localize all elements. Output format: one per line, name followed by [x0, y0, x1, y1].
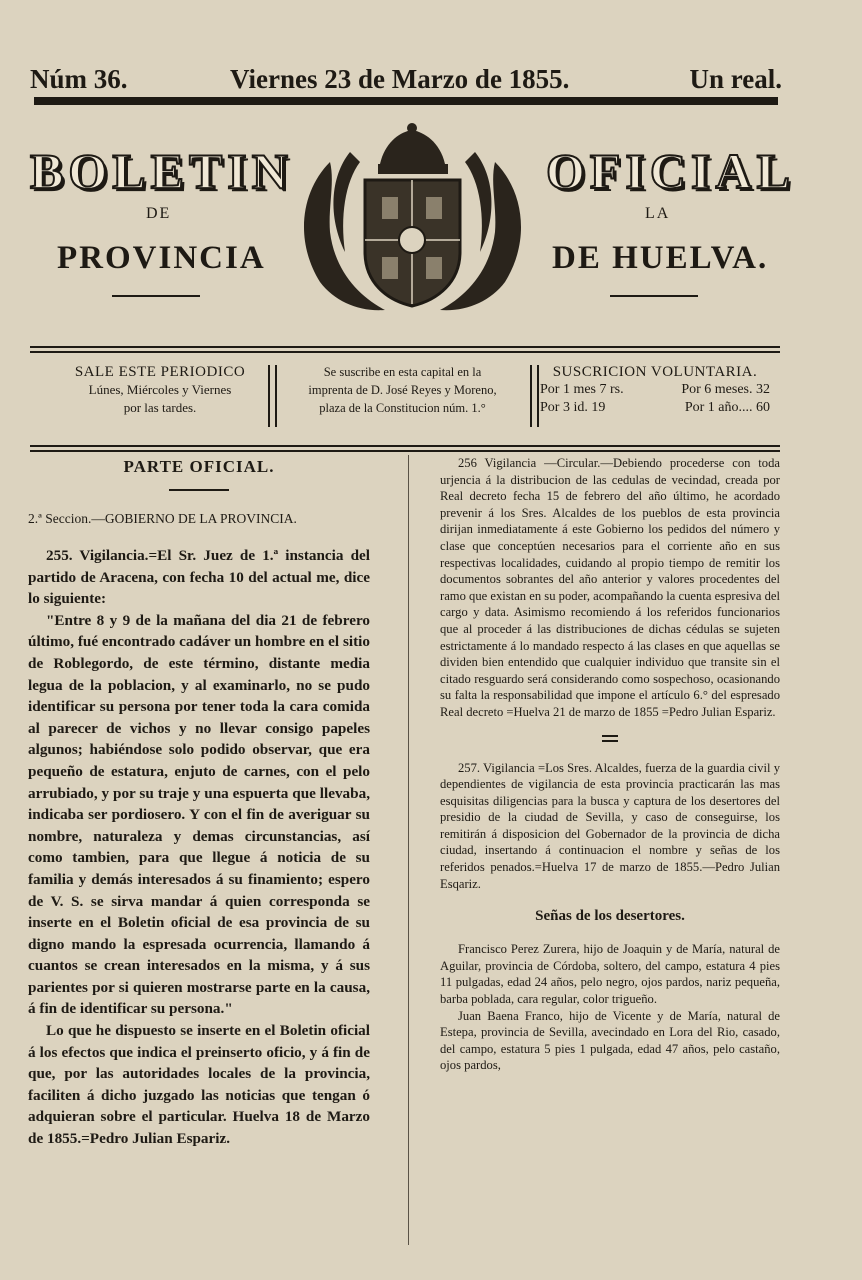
issue-number: Núm 36.: [30, 64, 128, 94]
box-separator: [530, 365, 539, 427]
deserter-entry: Francisco Perez Zurera, hijo de Joaquin y de María, natural de Aguilar, provincia de Córdoba, soltero, del campo, estatura 4 pies 11 pulgadas, edad 24 años, pelo negro, ojos pardos, nariz pequeña, barba poblada, cara regular, color trigueño.: [440, 942, 780, 1007]
ornament-right: [610, 295, 698, 297]
schedule-heading: SALE ESTE PERIODICO: [74, 364, 246, 380]
rate-1-year: Por 1 año.... 60: [684, 400, 770, 415]
title-la: LA: [645, 205, 671, 222]
rates-row: [540, 381, 770, 399]
article-paragraph: 257. Vigilancia =Los Sres. Alcaldes, fuerza de la guardia civil y dependientes de vigilancia de esta provincia practicarán las mas esquisitas diligencias para la busca y captura de los desertores del presidio de la ciudad de Sevilla, y caso de conseguirse, los remitirán á disposicion del Gobernador de la provincia de dicha ciudad, insertando á continuacion el nombre y señas de los referidos penados.=Huelva 17 de marzo de 1855.—Pedro Julian Esqariz.: [440, 760, 780, 891]
deserter-entry: Juan Baena Franco, hijo de Vicente y de María, natural de Estepa, provincia de Sevilla, avecindado en Lora del Rio, casado, del campo, estatura 5 pies 1 pulgada, edad 47 años, pelo castaño, ojos pardos,: [440, 1008, 780, 1073]
rate-3-months: Por 3 id. 19: [540, 400, 606, 415]
article-257: [440, 760, 780, 893]
title-huelva: DE HUELVA.: [552, 240, 769, 276]
place-line-2: imprenta de D. José Reyes y Moreno,: [308, 383, 497, 397]
subscription-box: [30, 346, 780, 452]
rates-heading: SUSCRICION VOLUNTARIA.: [552, 364, 758, 380]
heading-rule: [169, 489, 229, 491]
column-divider: [408, 455, 409, 1245]
title-provincia: PROVINCIA: [57, 240, 266, 276]
rate-6-months: Por 6 meses. 32: [681, 382, 770, 397]
section-heading: PARTE OFICIAL.: [123, 457, 275, 476]
masthead-rule: [34, 97, 778, 105]
rate-1-month: Por 1 mes 7 rs.: [540, 382, 624, 397]
subscription-rates: [540, 363, 770, 417]
masthead-topline: [30, 64, 782, 98]
place-line-1: Se suscribe en esta capital en la: [323, 365, 482, 379]
article-separator: [602, 735, 618, 742]
box-separator: [268, 365, 277, 427]
rates-row: [540, 399, 770, 417]
schedule-time: por las tardes.: [123, 400, 197, 415]
article-paragraph: 256 Vigilancia —Circular.—Debiendo procederse con toda urjencia á la distribucion de las cedulas de vecindad, creada por Real decreto fecha 15 de febrero del año último, he acordado prevenir á los Sres. Alcaldes de los pueblos de esta provincia dirijan inmediatamente á este Gobierno los pedidos del número y clase que conceptúen necesarios para el corriente año en sus respectivas localidades, cuidando al propio tiempo de remitir los documentos sobrantes del año anterior y valores procedentes del ramo que existan en su poder, acompañando la cuenta espresiva del cargo y data. Asimismo recomiendo á los referidos funcionarios que al proceder á las distribuciones de dichas cédulas se sujeten estrictamente á lo mandado respecto á las clases en que aquellas se dividen bien entendido que cualquier individuo que transite sin el citado resguardo será considerando como sospechoso, ocasionando su falta la responsabilidad que impone el artículo 6.° del espresado Real decreto =Huelva 21 de marzo de 1855 =Pedro Julian Espariz.: [440, 456, 780, 719]
title-boletin: BOLETIN: [30, 143, 293, 199]
ornament-left: [112, 295, 200, 297]
article-paragraph: "Entre 8 y 9 de la mañana del dia 21 de febrero último, fué encontrado cadáver un hombre en el sitio de Roblegordo, de este término, distante media legua de la poblacion, y al examinarlo, no se pudo identificar su persona por tener toda la cara comida al parecer de vichos y no llevar consigo papeles algunos; habiéndose solo podido observar, que era pequeño de estatura, enjuto de carnes, con el pelo arrubiado, y por su traje y una espuerta que llevaba, indicaba ser pordiosero. Y con el fin de averiguar su nombre, naturaleza y demas circunstancias, así como tambien, para que llegue á noticia de su familia y demás interesados á su finamiento; espero de V. S. se sirva mandar á quien corresponda se inserte en el Boletin oficial de esa provincia de su digno mando la espresada ocurrencia, llamando á cuantos se crean interesados en la misma, y á sus parientes por si quieren mostrarse parte en la causa, á fin de identificar su persona.": [28, 611, 370, 1018]
left-column: [28, 455, 370, 1150]
subscription-place: [280, 363, 525, 417]
issue-date: Viernes 23 de Marzo de 1855.: [230, 64, 570, 94]
title-oficial: OFICIAL: [546, 143, 795, 199]
deserters-list: [440, 941, 780, 1074]
section-subheading: 2.ª Seccion.—GOBIERNO DE LA PROVINCIA.: [28, 511, 297, 526]
right-column: [440, 455, 780, 1074]
coat-of-arms-icon: [290, 122, 535, 322]
place-line-3: plaza de la Constitucion núm. 1.°: [319, 401, 486, 415]
article-255: [28, 545, 370, 1150]
schedule-days: Lúnes, Miércoles y Viernes: [88, 382, 232, 397]
publication-schedule: [60, 363, 260, 417]
article-paragraph: 255. Vigilancia.=El Sr. Juez de 1.ª instancia del partido de Aracena, con fecha 10 del actual me, dice lo siguiente:: [28, 547, 370, 608]
issue-price: Un real.: [689, 64, 782, 94]
article-256: [440, 455, 780, 721]
article-paragraph: Lo que he dispuesto se inserte en el Boletin oficial á los efectos que indica el preinserto oficio, y á fin de que, por las autoridades locales de la provincia, faciliten á dicho juzgado las noticias que tengan ó adquieran sobre el particular. Huelva 18 de Marzo de 1855.=Pedro Julian Espariz.: [28, 1022, 370, 1148]
title-de: DE: [146, 205, 172, 222]
deserters-heading: Señas de los desertores.: [535, 908, 685, 925]
